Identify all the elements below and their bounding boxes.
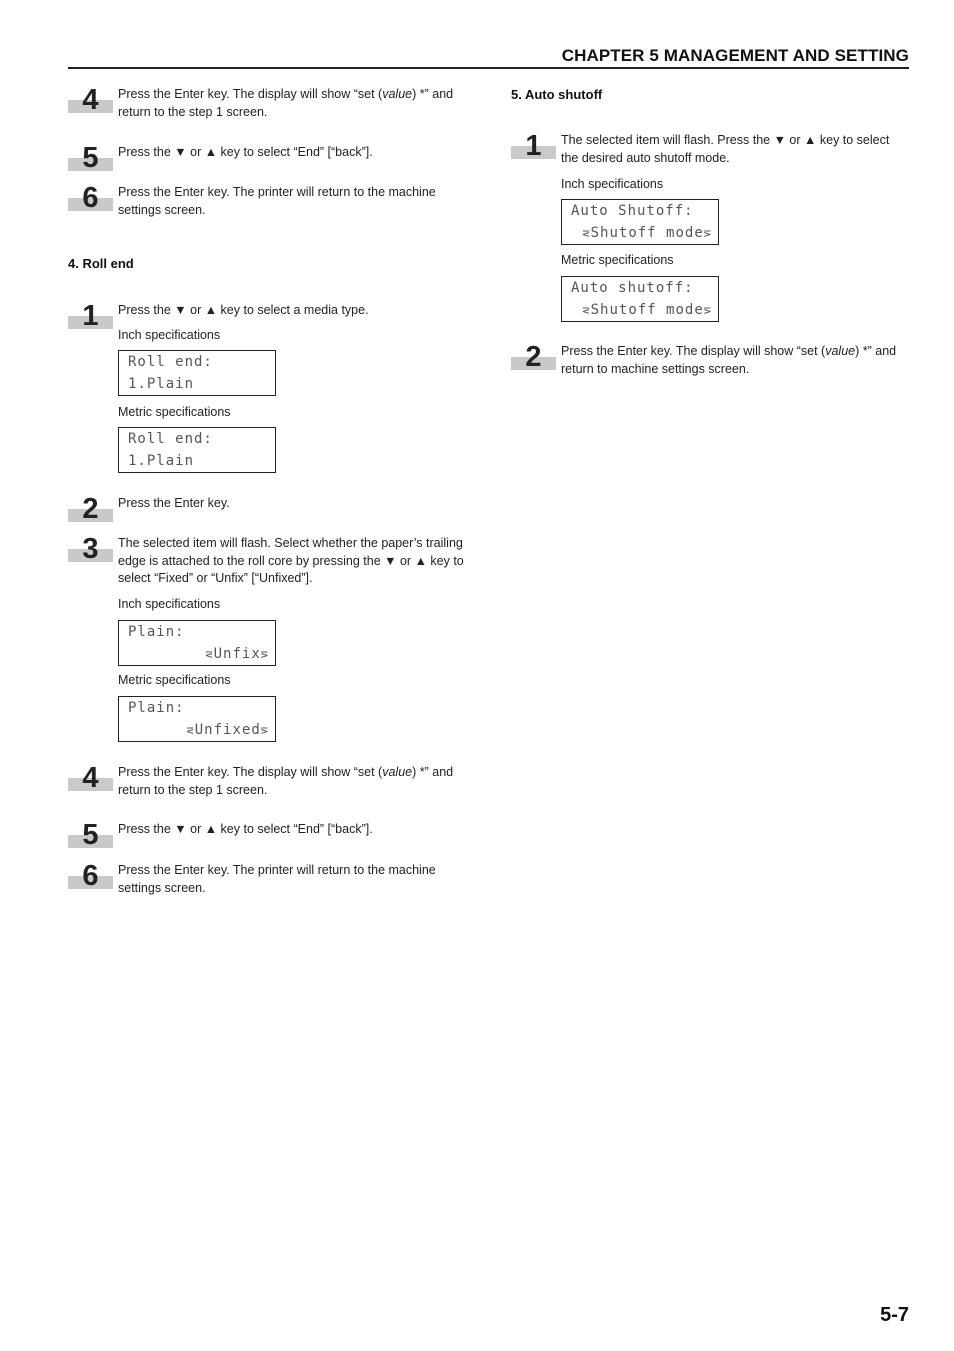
- flash-indicator-icon: ⋝: [260, 723, 269, 737]
- step-text: Press the Enter key. The printer will return to the machine settings screen.: [118, 185, 436, 217]
- lcd-display-inch: Auto Shutoff: ⋜Shutoff mode⋝: [561, 199, 719, 245]
- lcd-display-inch: Roll end: 1.Plain: [118, 350, 276, 396]
- step-number-badge: 1: [511, 132, 556, 162]
- step-text: Press the Enter key.: [118, 496, 230, 510]
- step-number-badge: 4: [68, 86, 113, 116]
- step-number-badge: 3: [68, 535, 113, 565]
- step-number-badge: 5: [68, 144, 113, 174]
- flash-indicator-icon: ⋜: [582, 303, 591, 317]
- step-text: The selected item will flash. Press the ▼ or ▲ key to select the desired auto shutoff mode.: [561, 133, 890, 165]
- flash-indicator-icon: ⋜: [205, 647, 214, 661]
- step-text: Press the Enter key. The display will show “set (value) *” and return to machine settings screen.: [561, 344, 897, 376]
- step-number-badge: 1: [68, 302, 113, 332]
- spec-label-metric: Metric specifications: [118, 405, 231, 419]
- lcd-display-inch-flashing: Plain: ⋜Unfix⋝: [118, 620, 276, 666]
- spec-label-inch: Inch specifications: [561, 177, 664, 191]
- step-text: Press the Enter key. The printer will return to the machine settings screen.: [118, 863, 436, 895]
- flash-indicator-icon: ⋝: [260, 647, 269, 661]
- chapter-title: CHAPTER 5 MANAGEMENT AND SETTING: [561, 46, 909, 65]
- spec-label-metric: Metric specifications: [118, 673, 231, 687]
- section-title-roll-end: 4. Roll end: [68, 256, 134, 271]
- lcd-display-metric-flashing: Plain: ⋜Unfixed⋝: [118, 696, 276, 742]
- spec-label-metric: Metric specifications: [561, 253, 674, 267]
- step-text: Press the Enter key. The display will show “set (value) *” and return to the step 1 screen.: [118, 87, 454, 119]
- spec-label-inch: Inch specifications: [118, 328, 221, 342]
- step-number-badge: 5: [68, 821, 113, 851]
- step-number-badge: 2: [511, 343, 556, 373]
- step-text: Press the ▼ or ▲ key to select “End” [“back”].: [118, 822, 373, 836]
- step-number-badge: 4: [68, 764, 113, 794]
- flash-indicator-icon: ⋝: [703, 303, 712, 317]
- flash-indicator-icon: ⋜: [582, 226, 591, 240]
- step-number-badge: 2: [68, 495, 113, 525]
- page-header: [68, 46, 909, 69]
- step-text: Press the ▼ or ▲ key to select “End” [“back”].: [118, 145, 373, 159]
- spec-label-inch: Inch specifications: [118, 597, 221, 611]
- section-title-auto-shutoff: 5. Auto shutoff: [511, 87, 603, 102]
- step-number-badge: 6: [68, 184, 113, 214]
- flash-indicator-icon: ⋝: [703, 226, 712, 240]
- lcd-display-metric: Auto shutoff: ⋜Shutoff mode⋝: [561, 276, 719, 322]
- flash-indicator-icon: ⋜: [186, 723, 195, 737]
- step-number-badge: 6: [68, 862, 113, 892]
- page-number: 5-7: [880, 1304, 909, 1326]
- step-text: Press the ▼ or ▲ key to select a media type.: [118, 303, 369, 317]
- step-text: The selected item will flash. Select whether the paper’s trailing edge is attached to the roll core by pressing the ▼ or ▲ key to select “Fixed” or “Unfix” [“Unfixed”].: [118, 536, 464, 585]
- lcd-display-metric: Roll end: 1.Plain: [118, 427, 276, 473]
- step-text: Press the Enter key. The display will show “set (value) *” and return to the step 1 screen.: [118, 765, 454, 797]
